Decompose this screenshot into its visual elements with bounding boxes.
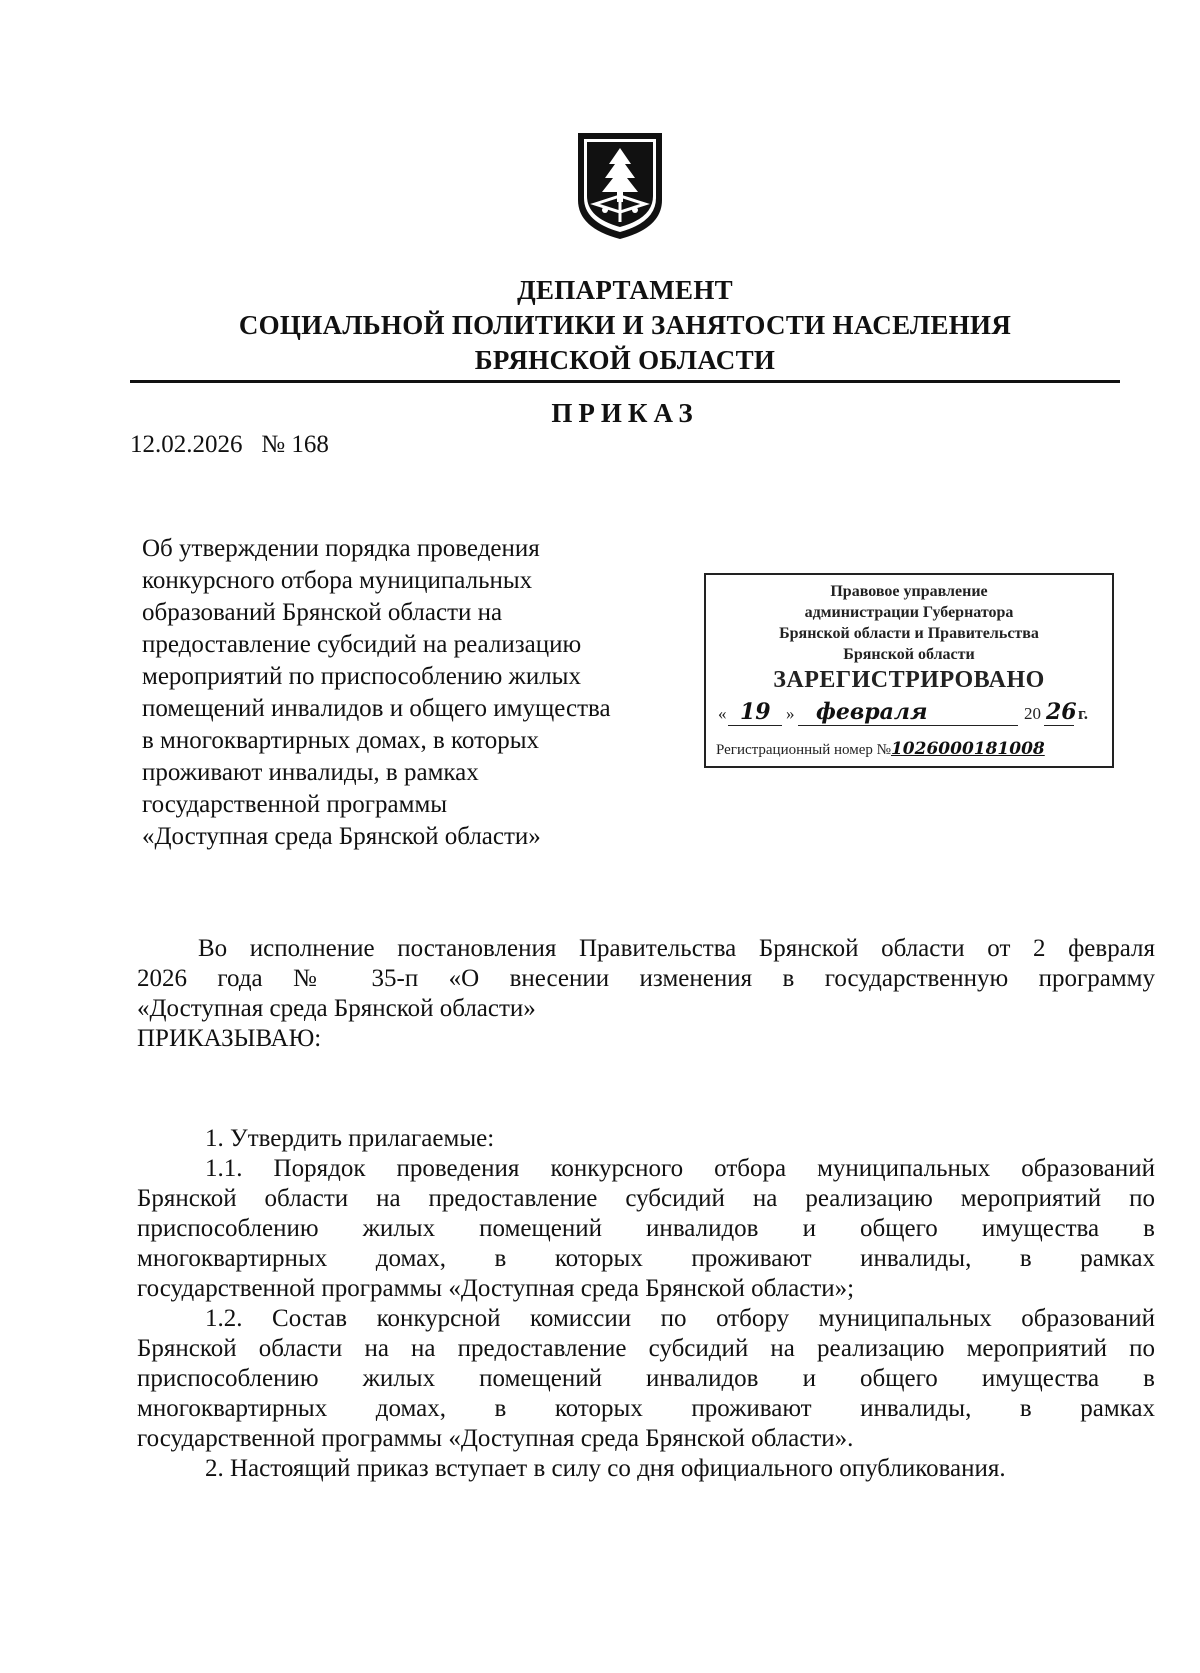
order-items — [137, 1124, 1155, 1484]
order-word: ПРИКАЗЫВАЮ: — [137, 1025, 322, 1052]
order-date: 12.02.2026 — [130, 431, 243, 458]
item-1-1-line: многоквартирных домах, в которых проживают инвалиды, в рамках — [137, 1245, 1155, 1272]
preamble-line: Во исполнение постановления Правительства Брянской области от 2 февраля — [198, 935, 1155, 962]
stamp-reg-label: Регистрационный номер № — [716, 742, 891, 758]
item-1-1-line: 1.1. Порядок проведения конкурсного отбора муниципальных образований — [205, 1155, 1155, 1182]
stamp-day: 19 — [740, 699, 771, 725]
registration-stamp — [704, 573, 1114, 768]
subject-line: образований Брянской области на — [142, 599, 503, 626]
stamp-month: февраля — [816, 699, 928, 725]
header-divider — [130, 380, 1120, 383]
stamp-year-end: г. — [1078, 704, 1089, 723]
item-1: 1. Утвердить прилагаемые: — [205, 1125, 495, 1152]
item-1-1-line: приспособлению жилых помещений инвалидов и общего имущества в — [137, 1215, 1155, 1242]
item-1-2-line: приспособлению жилых помещений инвалидов и общего имущества в — [137, 1365, 1155, 1392]
order-subject — [142, 533, 682, 853]
header-line-1: ДЕПАРТАМЕНТ — [517, 275, 733, 305]
item-1-1-line: Брянской области на предоставление субсидий на реализацию мероприятий по — [137, 1185, 1155, 1212]
stamp-reg-number: 1026000181008 — [890, 739, 1045, 759]
header-line-3: БРЯНСКОЙ ОБЛАСТИ — [474, 345, 776, 375]
subject-line: конкурсного отбора муниципальных — [142, 567, 533, 594]
preamble-line: 2026 года № 35-п «О внесении изменения в государственную программу — [137, 965, 1155, 992]
subject-line: мероприятий по приспособлению жилых — [142, 663, 581, 690]
date-and-number — [130, 431, 329, 459]
order-number: № 168 — [261, 431, 329, 458]
subject-line: помещений инвалидов и общего имущества — [142, 695, 611, 722]
item-1-2-line: многоквартирных домах, в которых проживают инвалиды, в рамках — [137, 1395, 1155, 1422]
item-1-2-line: государственной программы «Доступная среда Брянской области». — [137, 1425, 854, 1452]
item-1-2-line: 1.2. Состав конкурсной комиссии по отбору муниципальных образований — [205, 1305, 1155, 1332]
stamp-authority — [706, 581, 1112, 665]
stamp-authority-line: Правовое управление — [830, 583, 988, 600]
header-line-2: СОЦИАЛЬНОЙ ПОЛИТИКИ И ЗАНЯТОСТИ НАСЕЛЕНИЯ — [238, 310, 1012, 340]
department-header — [0, 273, 1200, 378]
stamp-authority-line: администрации Губернатора — [804, 604, 1014, 621]
subject-line: проживают инвалиды, в рамках — [142, 759, 479, 786]
document-type-title: ПРИКАЗ — [551, 398, 699, 428]
subject-line: «Доступная среда Брянской области» — [142, 823, 541, 850]
stamp-date-line: « 19 » февраля 20 26 г. — [718, 699, 1089, 725]
stamp-registration-line — [716, 739, 1108, 759]
stamp-year-prefix: 20 — [1024, 704, 1041, 723]
stamp-status: ЗАРЕГИСТРИРОВАНО — [773, 667, 1045, 693]
item-2: 2. Настоящий приказ вступает в силу со дня официального опубликования. — [205, 1455, 1006, 1482]
stamp-year-suffix: 26 — [1046, 699, 1077, 725]
preamble-line: «Доступная среда Брянской области» — [137, 995, 536, 1022]
item-1-2-line: Брянской области на на предоставление субсидий на реализацию мероприятий по — [137, 1335, 1155, 1362]
subject-line: государственной программы — [142, 791, 448, 818]
subject-line: Об утверждении порядка проведения — [142, 535, 540, 562]
item-1-1-line: государственной программы «Доступная среда Брянской области»; — [137, 1275, 855, 1302]
stamp-authority-line: Брянской области и Правительства — [779, 625, 1039, 642]
subject-line: в многоквартирных домах, в которых — [142, 727, 539, 754]
stamp-authority-line: Брянской области — [843, 646, 975, 663]
preamble — [137, 934, 1155, 1054]
bryansk-coat-of-arms-icon — [575, 130, 665, 242]
subject-line: предоставление субсидий на реализацию — [142, 631, 582, 658]
